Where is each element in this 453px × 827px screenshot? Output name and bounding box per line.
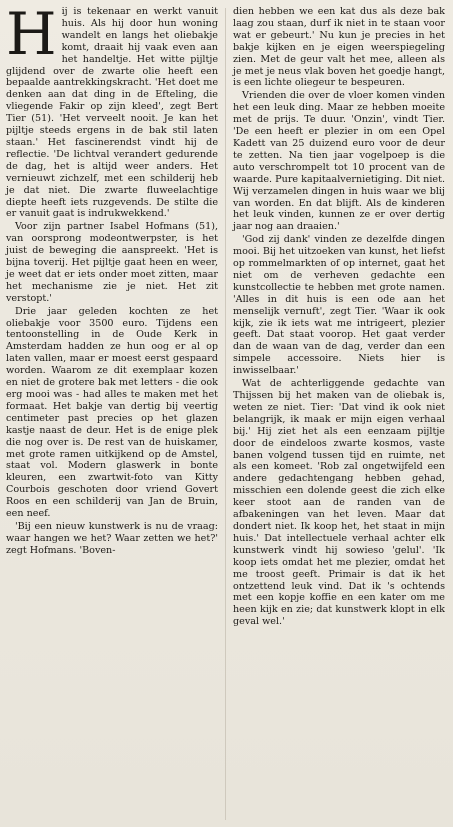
article-paragraph: 'Bij een nieuw kunstwerk is nu de vraag: waar hangen we het? Waar zetten we het?' zegt Hofmans. 'Boven- xyxy=(6,520,218,556)
column-divider xyxy=(225,8,226,820)
article-paragraph: 'God zij dank' vinden ze dezelfde dingen mooi. Bij het uitzoeken van kunst, het liefst op rommelmarkten of op internet, gaat het niet om de verheven gedachte een kunstcollectie te hebben met grote namen. 'Alles in dit huis is een ode aan het menselijk vernuft', zegt Tier. 'Waar ik ook kijk, zie ik iets wat me intrigeert, plezier geeft. Dat staat voorop. Het gaat verder dan de waan van de dag, verder dan een simpele accessoire. Niets hier is inwisselbaar.' xyxy=(233,234,445,377)
article-paragraph: dien hebben we een kat dus als deze bak laag zou staan, durf ik niet in te staan voor wat er gebeurt.' Nu kun je precies in het bakje kijken en je eigen weerspiegeling zien. Met de geur valt het mee, alleen als je met je neus vlak boven het goedje hangt, is een lichte oliegeur te bespeuren. xyxy=(233,6,445,89)
article-paragraph: Vrienden die over de vloer komen vinden het een leuk ding. Maar ze hebben moeite met de prijs. Te duur. 'Onzin', vindt Tier. 'De een heeft er plezier in om een Opel Kadett van 25 duizend euro voor de deur te zetten. Na tien jaar vogelpoep is die auto verschrompelt tot 10 procent van de waarde. Pure kapitaalvernietiging. Dit niet. Wij verzamelen dingen in huis waar we blij van worden. En dat blijft. Als de kinderen het leuk vinden, kunnen ze er over dertig jaar nog aan draaien.' xyxy=(233,90,445,233)
drop-cap: H xyxy=(6,0,57,68)
paragraph-text: ij is tekenaar en werkt vanuit huis. Als hij door hun woning wandelt en langs het oliebakje komt, draait hij vaak even aan het handeltje. Het witte pijltje glijdend over de zwarte olie heeft een bepaalde aantrekkingskracht. 'Het doet me denken aan dat ding in de Efteling, die vliegende Fakir op zijn kleed', zegt Bert Tier (51). 'Het verveelt nooit. Je kan het pijltje steeds ergens in de bak stil laten staan.' Het fascinerendst vindt hij de reflectie. 'De lichtval verandert gedurende de dag, het is altijd weer anders. Het vernieuwt zichzelf, met een schilderij heb je dat niet. Die zwarte fluweelachtige diepte heeft iets ruzgevends. De stilte die er vanuit gaat is indrukwekkend.' xyxy=(6,6,218,220)
article-column-left xyxy=(6,0,218,557)
article-paragraph: Wat de achterliggende gedachte van Thijssen bij het maken van de oliebak is, weten ze niet. Tier: 'Dat vind ik ook niet belangrijk, ik maak er mijn eigen verhaal bij.' Hij ziet het als een eenzaam pijltje door de eindeloos zwarte kosmos, vaste banen volgend tussen tijd en ruimte, net als een komeet. 'Rob zal ongetwijfeld een andere gedachtengang hebben gehad, misschien een dolende geest die zich elke keer stoot aan de randen van de afbakeningen van het leven. Maar dat dondert niet. Ik koop het, het staat in mijn huis.' Dat intellectuele verhaal achter elk kunstwerk vindt hij sowieso 'gelul'. 'Ik koop iets omdat het me plezier, omdat het me troost geeft. Primair is dat ik het ontzettend leuk vind. Dat ik 's ochtends met een kopje koffie en een kater om me heen kijk en zie; dat kunstwerk klopt in elk geval wel.' xyxy=(233,378,445,628)
article-column-right xyxy=(233,6,445,628)
article-paragraph xyxy=(6,0,218,220)
article-paragraph: Voor zijn partner Isabel Hofmans (51), van oorsprong modeontwerpster, is het juist de beweging die aanspreekt. 'Het is bijna toverij. Het pijltje gaat heen en weer, je weet dat er iets onder moet zitten, maar het mechanisme zie je niet. Het zit verstopt.' xyxy=(6,221,218,304)
article-paragraph: Drie jaar geleden kochten ze het oliebakje voor 3500 euro. Tijdens een tentoonstelling in de Oude Kerk in Amsterdam hadden ze hun oog er al op laten vallen, maar er moest eerst gespaard worden. Waarom ze dit exemplaar kozen en niet de grotere bak met letters - die ook erg mooi was - had alles te maken met het formaat. Het bakje van dertig bij veertig centimeter past precies op het glazen kastje naast de deur. Het is de enige plek die nog over is. De rest van de huiskamer, met grote ramen uitkijkend op de Amstel, staat vol. Modern glaswerk in bonte kleuren, een zwartwit-foto van Kitty Courbois geschoten door vriend Govert Roos en een schilderij van Jan de Bruin, een neef. xyxy=(6,305,218,520)
